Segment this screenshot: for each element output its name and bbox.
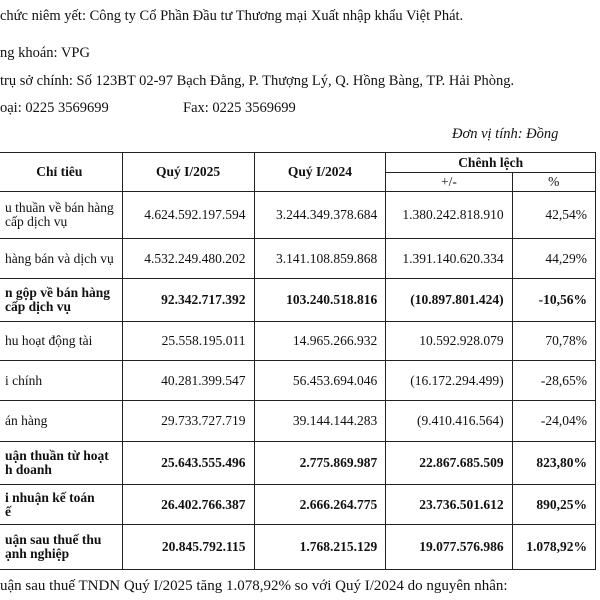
row-label <box>0 239 122 279</box>
table-row <box>0 192 596 239</box>
value-q1-2024: 3.244.349.378.684 <box>254 192 386 239</box>
listed-organization-line: chức niêm yết: Công ty Cổ Phần Đầu tư Thương mại Xuất nhập khẩu Việt Phát. <box>0 8 464 24</box>
value-diff-pct: 42,54% <box>512 192 595 239</box>
fax-text: Fax: 0225 3569699 <box>183 100 296 116</box>
value-diff-pct: 823,80% <box>512 442 595 485</box>
row-label <box>0 485 122 525</box>
table-row <box>0 401 596 442</box>
value-q1-2025: 40.281.399.547 <box>122 361 254 401</box>
row-label <box>0 279 122 322</box>
column-header-q1-2024: Quý I/2024 <box>254 153 386 192</box>
row-label-line-2: ạnh nghiệp <box>5 546 70 561</box>
value-diff-pct: -10,56% <box>512 279 595 322</box>
value-q1-2024: 14.965.266.932 <box>254 322 386 361</box>
row-label <box>0 322 122 361</box>
column-header-q1-2025: Quý I/2025 <box>122 153 254 192</box>
value-q1-2025: 20.845.792.115 <box>122 525 254 570</box>
value-diff-abs: 1.391.140.620.334 <box>386 239 512 279</box>
value-diff-abs: 19.077.576.986 <box>386 525 512 570</box>
value-q1-2025: 25.643.555.496 <box>122 442 254 485</box>
value-diff-pct: -24,04% <box>512 401 595 442</box>
value-q1-2024: 39.144.144.283 <box>254 401 386 442</box>
table-row <box>0 525 596 570</box>
row-label <box>0 442 122 485</box>
value-diff-pct: 890,25% <box>512 485 595 525</box>
value-q1-2024: 1.768.215.129 <box>254 525 386 570</box>
value-diff-abs: 1.380.242.818.910 <box>386 192 512 239</box>
value-q1-2024: 3.141.108.859.868 <box>254 239 386 279</box>
value-diff-pct: 44,29% <box>512 239 595 279</box>
table-row <box>0 442 596 485</box>
row-label <box>0 361 122 401</box>
value-diff-abs: 23.736.501.612 <box>386 485 512 525</box>
value-diff-pct: 70,78% <box>512 322 595 361</box>
value-q1-2025: 4.624.592.197.594 <box>122 192 254 239</box>
address-line: trụ sở chính: Số 123BT 02-97 Bạch Đằng, P. Thượng Lý, Q. Hồng Bàng, TP. Hải Phòng. <box>0 73 515 89</box>
value-q1-2025: 25.558.195.011 <box>122 322 254 361</box>
value-diff-abs: 10.592.928.079 <box>386 322 512 361</box>
table-row <box>0 279 596 322</box>
row-label-line-1: i chính <box>5 372 43 388</box>
table-row <box>0 322 596 361</box>
value-diff-abs: 22.867.685.509 <box>386 442 512 485</box>
row-label-line-1: u thuần về bán hàng <box>5 200 114 215</box>
value-diff-abs: (16.172.294.499) <box>386 361 512 401</box>
value-diff-pct: -28,65% <box>512 361 595 401</box>
row-label-line-1: i nhuận kế toán <box>5 489 95 505</box>
column-header-item: Chỉ tiêu <box>0 153 122 192</box>
value-q1-2025: 26.402.766.387 <box>122 485 254 525</box>
contact-line <box>0 100 296 117</box>
column-header-difference: Chênh lệch <box>386 153 596 173</box>
table-row <box>0 239 596 279</box>
phone-text: oại: 0225 3569699 <box>0 100 109 116</box>
table-row <box>0 485 596 525</box>
row-label-line-1: hu hoạt động tài <box>5 333 93 348</box>
row-label-line-1: uận thuần từ hoạt <box>5 448 109 463</box>
value-diff-abs: (9.410.416.564) <box>386 401 512 442</box>
value-diff-pct: 1.078,92% <box>512 525 595 570</box>
value-q1-2024: 2.775.869.987 <box>254 442 386 485</box>
row-label <box>0 192 122 239</box>
row-label-line-2: h doanh <box>5 462 52 477</box>
value-q1-2025: 29.733.727.719 <box>122 401 254 442</box>
row-label-line-1: uận sau thuế thu <box>5 532 102 547</box>
value-q1-2025: 4.532.249.480.202 <box>122 239 254 279</box>
financial-results-table <box>0 152 596 570</box>
table-row <box>0 361 596 401</box>
row-label <box>0 401 122 442</box>
column-header-diff-pct: % <box>512 173 595 192</box>
summary-sentence: uận sau thuế TNDN Quý I/2025 tăng 1.078,92% so với Quý I/2024 do nguyên nhân: <box>0 578 508 594</box>
row-label-line-1: n gộp về bán hàng <box>5 285 111 300</box>
value-q1-2025: 92.342.717.392 <box>122 279 254 322</box>
row-label-line-2: ế <box>5 503 11 519</box>
row-label-line-1: án hàng <box>5 413 48 428</box>
value-q1-2024: 2.666.264.775 <box>254 485 386 525</box>
row-label-line-2: cấp dịch vụ <box>5 214 68 229</box>
row-label-line-2: cấp dịch vụ <box>5 299 72 314</box>
value-q1-2024: 56.453.694.046 <box>254 361 386 401</box>
stock-ticker-line: ng khoán: VPG <box>0 45 90 61</box>
currency-unit-note: Đơn vị tính: Đồng <box>452 126 559 142</box>
value-diff-abs: (10.897.801.424) <box>386 279 512 322</box>
column-header-diff-abs: +/- <box>386 173 512 192</box>
value-q1-2024: 103.240.518.816 <box>254 279 386 322</box>
row-label-line-1: hàng bán và dịch vụ <box>5 250 114 266</box>
row-label <box>0 525 122 570</box>
